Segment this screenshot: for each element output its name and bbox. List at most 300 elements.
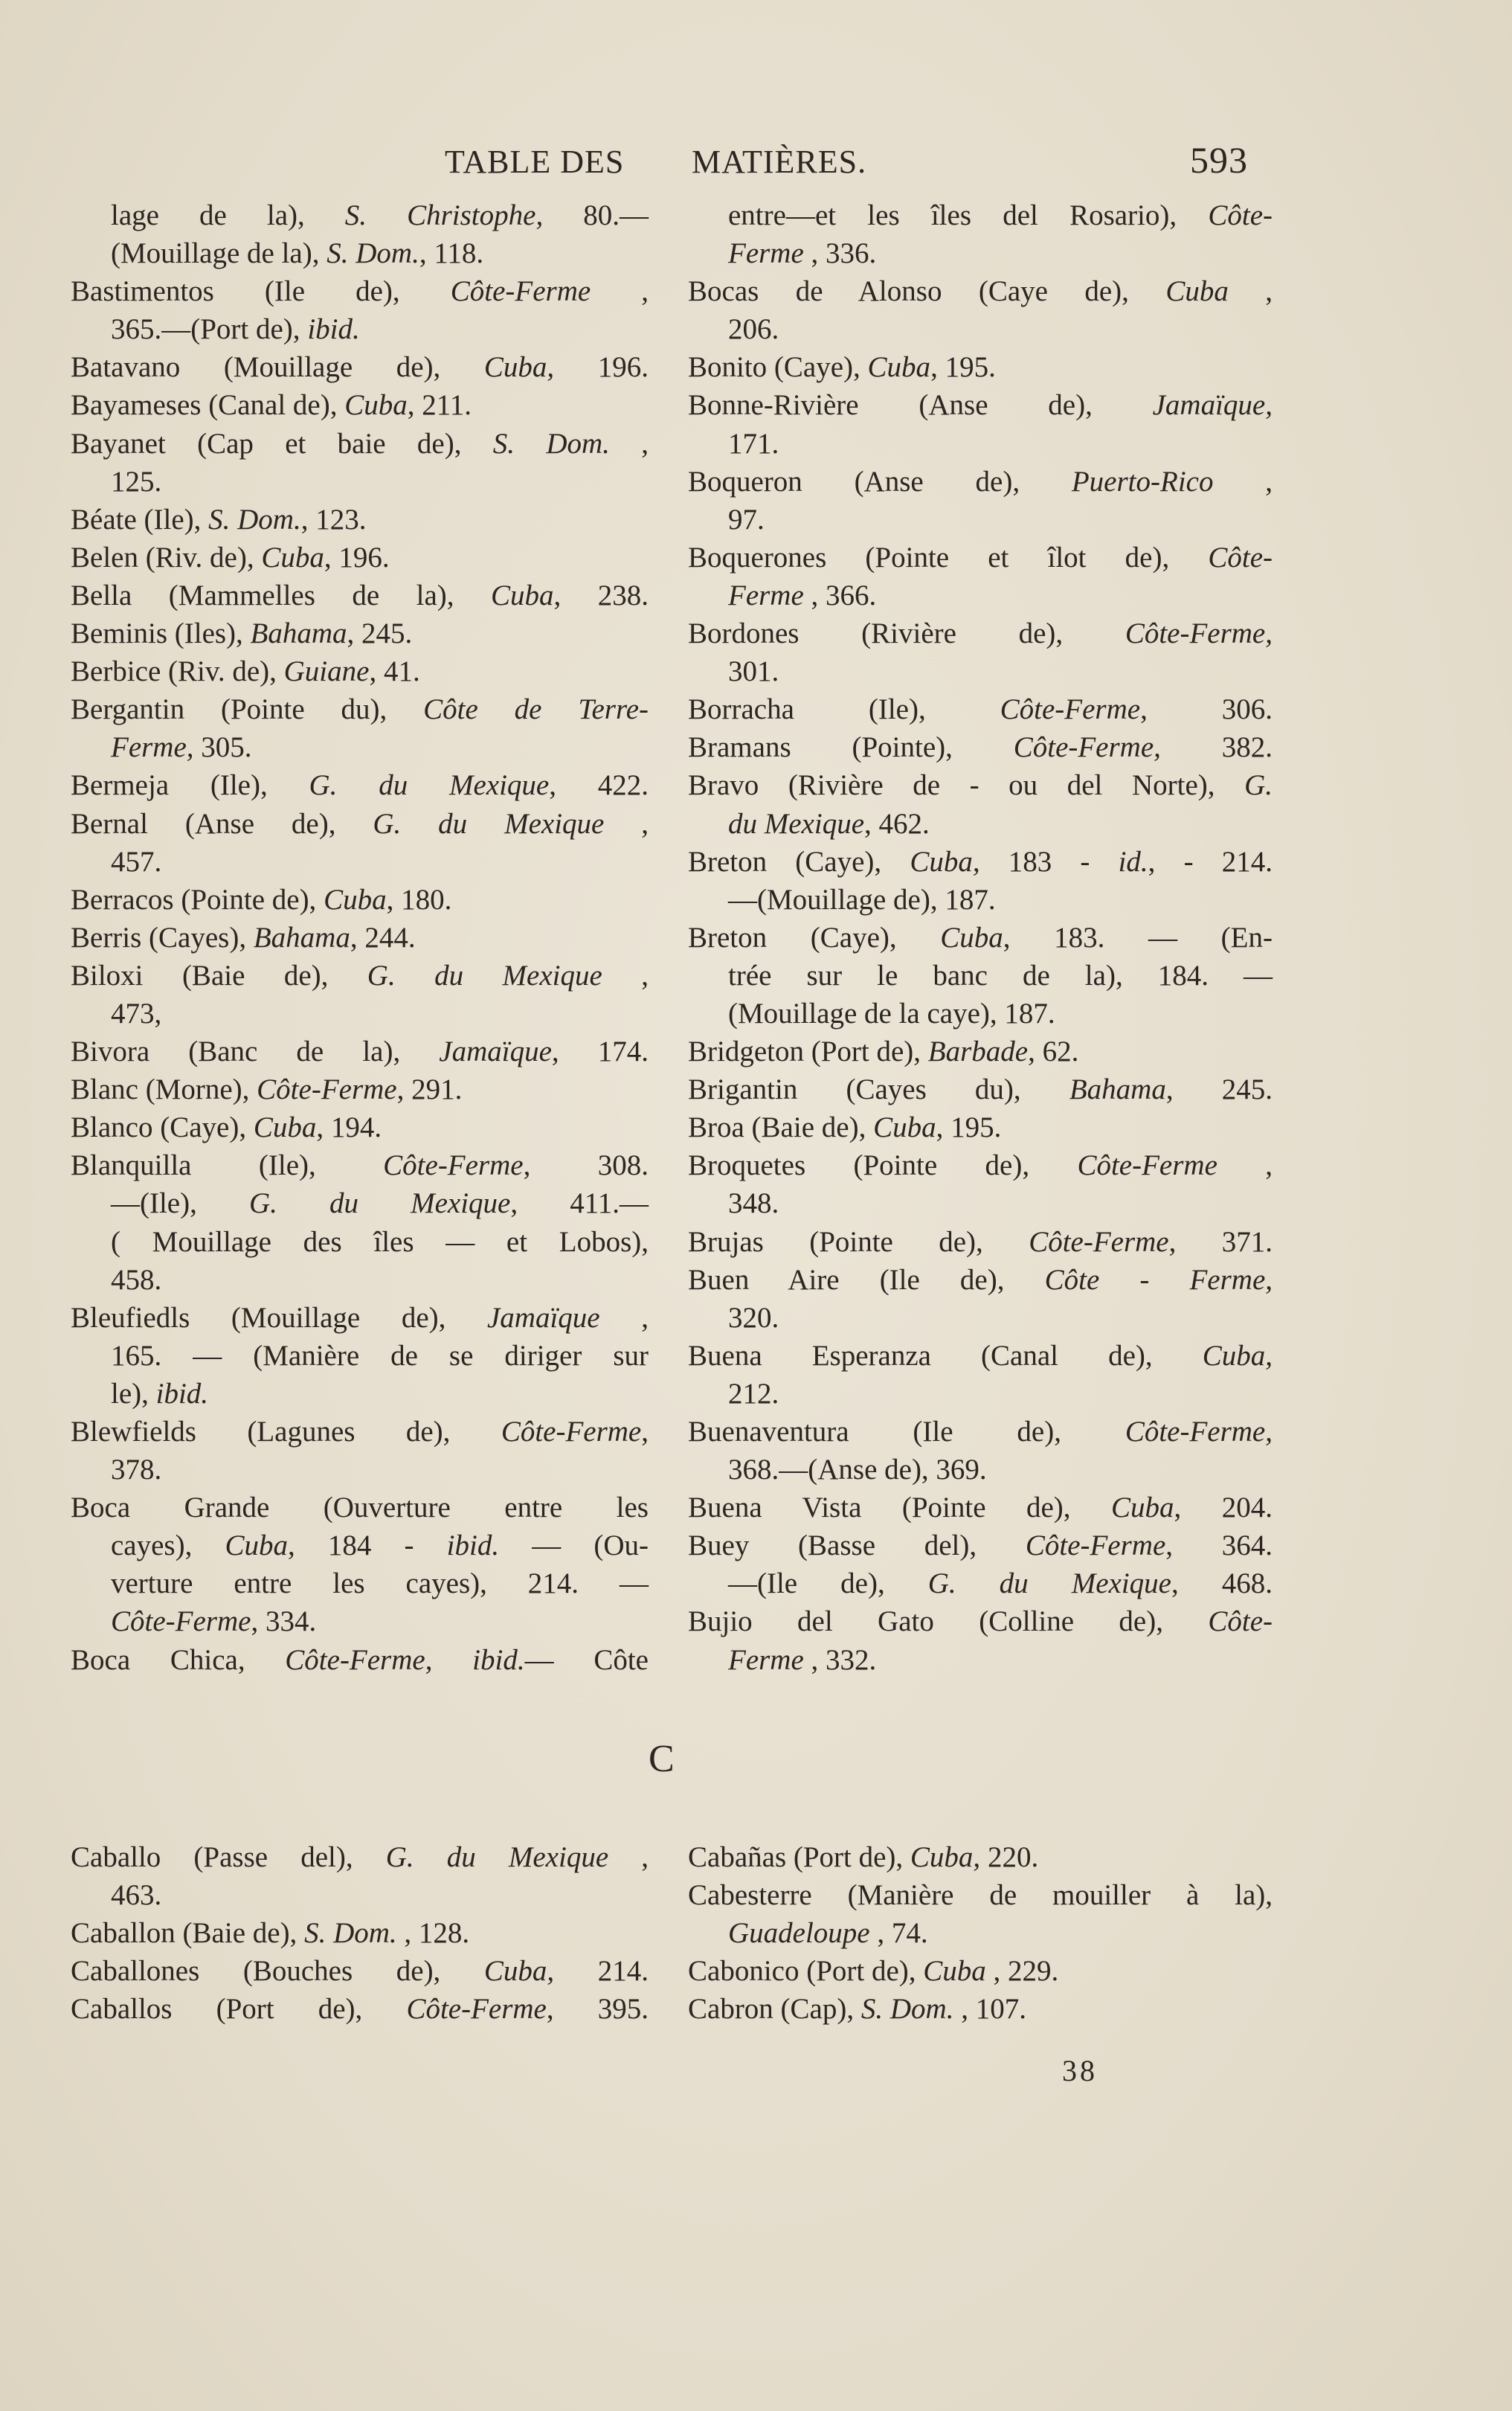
- index-text: —(Mouillage de), 187.: [728, 883, 996, 916]
- index-line: [71, 881, 649, 919]
- index-line: [688, 614, 1273, 652]
- index-column-right: [688, 196, 1273, 1679]
- index-line: [688, 1641, 1273, 1679]
- index-location-italic: Côte-: [1208, 199, 1273, 231]
- index-location-italic: Guiane: [283, 655, 370, 688]
- index-line: [688, 1952, 1273, 1990]
- index-location-italic: ibid.: [307, 313, 360, 346]
- index-line: [71, 1223, 649, 1261]
- index-line: [688, 1564, 1273, 1602]
- index-location-italic: Côte-: [1208, 541, 1273, 574]
- index-location-italic: Côte-Ferme: [450, 275, 591, 308]
- index-line: [71, 1526, 649, 1564]
- index-text: , 244.: [350, 921, 416, 954]
- index-location-italic: Bahama: [250, 617, 347, 650]
- index-line: [71, 310, 649, 348]
- index-line: [71, 272, 649, 310]
- index-text: 125.: [111, 465, 162, 498]
- index-text: , 332.: [803, 1643, 877, 1676]
- index-line: [688, 1838, 1273, 1876]
- index-location-italic: Cuba: [873, 1111, 936, 1144]
- page-number: 593: [1190, 139, 1248, 181]
- index-text: , 411.—: [510, 1187, 649, 1220]
- index-text: Boqueron (Anse de),: [688, 465, 1072, 498]
- index-line: [71, 1489, 649, 1526]
- index-line: [71, 425, 649, 463]
- index-text: , 180.: [386, 883, 452, 916]
- index-text: 463.: [111, 1879, 162, 1912]
- index-text: Bleufiedls (Mouillage de),: [71, 1301, 487, 1334]
- index-text: , 468.: [1171, 1567, 1273, 1600]
- index-line: [71, 1914, 649, 1952]
- index-text: , 462.: [864, 807, 930, 840]
- index-text: , 62.: [1028, 1036, 1079, 1068]
- index-text: Bonne-Rivière (Anse de),: [688, 389, 1153, 422]
- index-location-italic: G. du Mexique: [367, 959, 602, 992]
- index-line: [71, 196, 649, 234]
- index-location-italic: Jamaïque: [439, 1036, 552, 1068]
- index-text: Boca Grande (Ouverture entre les: [71, 1492, 649, 1524]
- index-text: , 229.: [985, 1955, 1059, 1988]
- index-location-italic: Côte-Ferme: [1029, 1225, 1169, 1258]
- index-text: 80.—: [543, 199, 649, 231]
- index-line: [688, 690, 1273, 728]
- index-line: [688, 919, 1273, 957]
- index-text: Bujio del Gato (Colline de),: [688, 1605, 1209, 1638]
- index-text: 457.: [111, 845, 162, 878]
- index-location-italic: G. du Mexique: [373, 807, 605, 840]
- index-location-italic: S. Dom.: [326, 237, 419, 270]
- index-line: [71, 463, 649, 501]
- index-location-italic: Puerto-Rico: [1071, 465, 1214, 498]
- index-text: , 245.: [1165, 1073, 1273, 1106]
- index-text: ,: [1217, 1149, 1273, 1182]
- index-location-italic: Ferme,: [111, 731, 194, 764]
- section-c-column-right: [688, 1838, 1273, 2028]
- index-text: Blanquilla (Ile),: [71, 1149, 384, 1182]
- index-line: [71, 805, 649, 843]
- index-location-italic: G. du Mexique: [309, 769, 550, 802]
- index-text: Bermeja (Ile),: [71, 769, 309, 802]
- index-line: [71, 957, 649, 995]
- index-location-italic: G.: [1244, 769, 1273, 802]
- index-text: , 174.: [551, 1036, 649, 1068]
- index-text: , 123.: [300, 503, 367, 536]
- index-text: Bonito (Caye),: [688, 351, 868, 384]
- index-location-italic: Cuba,: [483, 1955, 555, 1988]
- index-location-italic: S. Christophe,: [344, 199, 544, 231]
- index-text: , 238.: [553, 579, 649, 611]
- index-location-italic: Cuba,: [910, 1841, 981, 1873]
- index-line: [688, 1375, 1273, 1413]
- index-text: , 371.: [1168, 1225, 1273, 1258]
- index-text: Béate (Ile),: [71, 503, 209, 536]
- index-text: Biloxi (Baie de),: [71, 959, 367, 992]
- index-text: 458.: [111, 1263, 162, 1296]
- index-line: [688, 1223, 1273, 1261]
- index-line: [688, 501, 1273, 539]
- index-text: — (Ou-: [499, 1529, 649, 1562]
- index-location-italic: Côte-Ferme,: [1125, 1416, 1273, 1448]
- index-location-italic: Côte - Ferme,: [1044, 1263, 1273, 1296]
- index-location-italic: Ferme: [728, 579, 804, 611]
- index-line: [71, 1413, 649, 1451]
- index-text: Bayanet (Cap et baie de),: [71, 427, 493, 460]
- index-location-italic: S. Dom.: [860, 1993, 954, 2026]
- index-location-italic: Ferme: [728, 237, 804, 270]
- index-line: [688, 272, 1273, 310]
- index-location-italic: Cuba: [1111, 1492, 1174, 1524]
- index-text: Bergantin (Pointe du),: [71, 693, 424, 726]
- index-line: [688, 1299, 1273, 1337]
- index-text: , 422.: [549, 769, 649, 802]
- index-line: [71, 614, 649, 652]
- running-head-left: TABLE DES: [445, 144, 625, 180]
- index-text: cayes),: [111, 1529, 225, 1562]
- index-text: Cabesterre (Manière de mouiller à la),: [688, 1879, 1273, 1912]
- index-line: [71, 1375, 649, 1413]
- index-line: [688, 805, 1273, 843]
- index-line: [688, 386, 1273, 424]
- index-text: Breton (Caye),: [688, 845, 910, 878]
- index-line: [688, 1602, 1273, 1640]
- index-line: [71, 1451, 649, 1489]
- index-text: Cabañas (Port de),: [688, 1841, 910, 1873]
- index-text: , 118.: [419, 237, 484, 270]
- index-line: [688, 1070, 1273, 1108]
- index-location-italic: Jamaïque,: [1152, 389, 1273, 422]
- index-line: [71, 690, 649, 728]
- index-location-italic: Côte-Ferme, ibid.: [285, 1643, 525, 1676]
- index-location-italic: Cuba,: [483, 351, 555, 384]
- index-location-italic: G. du Mexique: [385, 1841, 609, 1873]
- index-line: [688, 577, 1273, 614]
- index-text: entre—et les îles del Rosario),: [728, 199, 1209, 231]
- index-text: , 204.: [1174, 1492, 1273, 1524]
- index-line: [688, 957, 1273, 995]
- index-text: ,: [1228, 275, 1273, 308]
- index-line: [71, 501, 649, 539]
- index-line: [71, 1990, 649, 2028]
- index-line: [71, 1033, 649, 1070]
- index-line: [688, 539, 1273, 577]
- index-line: [688, 196, 1273, 234]
- index-line: [71, 1184, 649, 1222]
- index-location-italic: Cuba: [324, 883, 387, 916]
- index-line: [71, 1108, 649, 1146]
- index-location-italic: Côte-Ferme,: [1125, 617, 1273, 650]
- index-text: 212.: [728, 1377, 779, 1410]
- index-location-italic: G. du Mexique: [248, 1187, 511, 1220]
- index-text: Caballo (Passe del),: [71, 1841, 386, 1873]
- index-text: Blanco (Caye),: [71, 1111, 254, 1144]
- index-line: [71, 995, 649, 1033]
- index-text: Cabron (Cap),: [688, 1993, 861, 2026]
- index-location-italic: S. Dom.: [492, 427, 610, 460]
- index-text: Bastimentos (Ile de),: [71, 275, 451, 308]
- index-location-italic: Barbade: [927, 1036, 1029, 1068]
- index-text: lage de la),: [111, 199, 345, 231]
- index-line: [71, 577, 649, 614]
- index-text: le),: [111, 1377, 156, 1410]
- index-line: [71, 1261, 649, 1299]
- index-line: [71, 1952, 649, 1990]
- index-location-italic: Côte-Ferme: [406, 1993, 547, 2026]
- index-text: Brujas (Pointe de),: [688, 1225, 1029, 1258]
- index-text: — Côte: [524, 1643, 649, 1676]
- index-text: Brigantin (Cayes du),: [688, 1073, 1069, 1106]
- index-text: (Mouillage de la),: [111, 237, 327, 270]
- index-text: ( Mouillage des îles — et Lobos),: [111, 1225, 649, 1258]
- index-location-italic: Cuba: [491, 579, 554, 611]
- index-text: , 194.: [316, 1111, 382, 1144]
- index-line: [688, 1526, 1273, 1564]
- index-location-italic: du Mexique: [728, 807, 865, 840]
- index-text: , 128.: [396, 1917, 470, 1950]
- index-text: —(Ile),: [111, 1187, 249, 1220]
- index-text: 305.: [193, 731, 252, 764]
- index-text: 206.: [728, 313, 779, 346]
- index-line: [688, 348, 1273, 386]
- index-column-left: [71, 196, 649, 1679]
- index-text: Blewfields (Lagunes de),: [71, 1416, 501, 1448]
- index-text: 220.: [980, 1841, 1039, 1873]
- index-text: Bocas de Alonso (Caye de),: [688, 275, 1166, 308]
- index-text: Cabonico (Port de),: [688, 1955, 924, 1988]
- index-text: , 336.: [803, 237, 877, 270]
- index-line: [688, 1876, 1273, 1914]
- index-text: 97.: [728, 503, 765, 536]
- index-line: [688, 766, 1273, 804]
- index-text: Bella (Mammelles de la),: [71, 579, 491, 611]
- index-line: [688, 234, 1273, 272]
- index-text: Belen (Riv. de),: [71, 541, 262, 574]
- index-text: Caballones (Bouches de),: [71, 1955, 484, 1988]
- index-text: Blanc (Morne),: [71, 1073, 257, 1106]
- index-text: 378.: [111, 1454, 162, 1486]
- index-location-italic: Ferme: [728, 1643, 804, 1676]
- index-location-italic: Côte de Terre-: [423, 693, 649, 726]
- index-line: [71, 1564, 649, 1602]
- index-text: Berracos (Pointe de),: [71, 883, 324, 916]
- index-text: 368.—(Anse de), 369.: [728, 1454, 987, 1486]
- index-text: Caballos (Port de),: [71, 1993, 407, 2026]
- index-text: Bivora (Banc de la),: [71, 1036, 440, 1068]
- index-text: , 211.: [407, 389, 472, 422]
- index-text: 171.: [728, 427, 779, 460]
- index-text: Boquerones (Pointe et îlot de),: [688, 541, 1209, 574]
- index-line: [688, 728, 1273, 766]
- index-line: [71, 1641, 649, 1679]
- index-text: Bayameses (Canal de),: [71, 389, 345, 422]
- index-line: [688, 652, 1273, 690]
- index-line: [71, 1876, 649, 1914]
- index-line: [71, 1070, 649, 1108]
- index-text: 183 -: [979, 845, 1119, 878]
- index-text: trée sur le banc de la), 184. —: [728, 959, 1273, 992]
- index-line: [688, 425, 1273, 463]
- index-text: 214.: [554, 1955, 649, 1988]
- index-line: [71, 1838, 649, 1876]
- index-line: [688, 310, 1273, 348]
- index-text: , 334.: [251, 1605, 317, 1638]
- index-location-italic: Guadeloupe: [728, 1917, 870, 1950]
- index-text: 382.: [1160, 731, 1273, 764]
- index-text: ,: [608, 1841, 649, 1873]
- index-text: 165. — (Manière de se diriger sur: [111, 1339, 649, 1372]
- index-location-italic: Côte-Ferme: [111, 1605, 251, 1638]
- index-text: , 195.: [930, 351, 996, 384]
- index-location-italic: Bahama: [1069, 1073, 1166, 1106]
- index-text: , 366.: [803, 579, 877, 611]
- index-line: [688, 1990, 1273, 2028]
- index-text: Buen Aire (Ile de),: [688, 1263, 1045, 1296]
- index-line: [688, 881, 1273, 919]
- index-text: , 107.: [953, 1993, 1026, 2026]
- index-line: [71, 843, 649, 881]
- index-text: ,: [599, 1301, 649, 1334]
- index-text: , - 214.: [1148, 845, 1273, 878]
- index-text: Bernal (Anse de),: [71, 807, 373, 840]
- index-location-italic: Cuba,: [1202, 1339, 1273, 1372]
- section-letter-heading: C: [649, 1738, 675, 1780]
- index-line: [688, 463, 1273, 501]
- index-line: [688, 1033, 1273, 1070]
- index-location-italic: Jamaïque: [487, 1301, 600, 1334]
- index-text: ,: [609, 427, 649, 460]
- index-location-italic: S. Dom.: [208, 503, 301, 536]
- index-text: , 395.: [546, 1993, 649, 2026]
- index-line: [71, 728, 649, 766]
- running-head-right: MATIÈRES.: [692, 144, 867, 180]
- index-location-italic: Côte-Ferme,: [1013, 731, 1161, 764]
- index-location-italic: ibid.: [155, 1377, 209, 1410]
- index-text: Broquetes (Pointe de),: [688, 1149, 1078, 1182]
- index-text: 301.: [728, 655, 779, 688]
- index-location-italic: Cuba: [261, 541, 324, 574]
- index-text: , 308.: [523, 1149, 649, 1182]
- index-location-italic: Cuba: [225, 1529, 288, 1562]
- index-location-italic: S. Dom.: [304, 1917, 397, 1950]
- index-text: , 291.: [396, 1073, 463, 1106]
- signature-mark: 38: [1062, 2054, 1098, 2087]
- index-line: [71, 1337, 649, 1375]
- index-text: Bridgeton (Port de),: [688, 1036, 928, 1068]
- index-line: [688, 1146, 1273, 1184]
- index-text: (Mouillage de la caye), 187.: [728, 997, 1055, 1030]
- index-line: [688, 995, 1273, 1033]
- index-text: 473,: [111, 997, 162, 1030]
- index-text: Berbice (Riv. de),: [71, 655, 284, 688]
- index-text: Caballon (Baie de),: [71, 1917, 305, 1950]
- index-line: [71, 652, 649, 690]
- index-text: , 245.: [347, 617, 413, 650]
- index-line: [71, 539, 649, 577]
- index-text: Batavano (Mouillage de),: [71, 351, 484, 384]
- index-text: 348.: [728, 1187, 779, 1220]
- index-line: [688, 1914, 1273, 1952]
- index-text: , 183. — (En-: [1003, 921, 1273, 954]
- index-line: [688, 1337, 1273, 1375]
- index-line: [71, 386, 649, 424]
- index-text: Broa (Baie de),: [688, 1111, 874, 1144]
- index-location-italic: Cuba: [940, 921, 1003, 954]
- index-text: verture entre les cayes), 214. —: [111, 1567, 649, 1600]
- index-text: Berris (Cayes),: [71, 921, 254, 954]
- index-line: [71, 1146, 649, 1184]
- index-location-italic: Côte-Ferme: [383, 1149, 524, 1182]
- index-text: Bravo (Rivière de - ou del Norte),: [688, 769, 1245, 802]
- index-location-italic: Côte-Ferme: [501, 1416, 642, 1448]
- index-text: , 41.: [369, 655, 420, 688]
- index-location-italic: Cuba: [923, 1955, 986, 1988]
- index-line: [71, 919, 649, 957]
- index-text: , 364.: [1165, 1529, 1273, 1562]
- index-text: Borracha (Ile),: [688, 693, 1000, 726]
- index-text: Buenaventura (Ile de),: [688, 1416, 1125, 1448]
- index-line: [71, 766, 649, 804]
- index-text: Beminis (Iles),: [71, 617, 251, 650]
- index-location-italic: Côte-Ferme: [1077, 1149, 1217, 1182]
- index-text: , 196.: [324, 541, 390, 574]
- index-location-italic: Cuba: [253, 1111, 317, 1144]
- index-text: , 74.: [869, 1917, 928, 1950]
- index-text: Boca Chica,: [71, 1643, 286, 1676]
- index-location-italic: Côte-Ferme: [1025, 1529, 1166, 1562]
- index-line: [688, 1261, 1273, 1299]
- index-location-italic: Côte-: [1208, 1605, 1273, 1638]
- index-text: ,: [641, 1416, 649, 1448]
- index-location-italic: Bahama: [253, 921, 350, 954]
- index-text: Bordones (Rivière de),: [688, 617, 1125, 650]
- index-text: Buena Vista (Pointe de),: [688, 1492, 1112, 1524]
- index-text: ,: [1213, 465, 1273, 498]
- index-text: 196.: [554, 351, 649, 384]
- index-location-italic: Cuba: [1165, 275, 1229, 308]
- index-line: [71, 1602, 649, 1640]
- index-text: 320.: [728, 1301, 779, 1334]
- index-line: [71, 234, 649, 272]
- index-location-italic: Cuba: [867, 351, 931, 384]
- index-text: ,: [604, 807, 649, 840]
- index-text: , 184 -: [288, 1529, 447, 1562]
- index-line: [688, 1413, 1273, 1451]
- index-text: 365.—(Port de),: [111, 313, 308, 346]
- section-c-column-left: [71, 1838, 649, 2028]
- index-line: [71, 348, 649, 386]
- index-location-italic: ibid.: [446, 1529, 500, 1562]
- index-location-italic: Cuba,: [910, 845, 980, 878]
- index-text: , 195.: [936, 1111, 1002, 1144]
- index-location-italic: Cuba: [344, 389, 408, 422]
- index-text: Buey (Basse del),: [688, 1529, 1026, 1562]
- index-line: [688, 1451, 1273, 1489]
- index-line: [688, 843, 1273, 881]
- index-text: ,: [591, 275, 649, 308]
- index-location-italic: id.: [1118, 845, 1148, 878]
- index-location-italic: Côte-Ferme: [1000, 693, 1141, 726]
- index-text: , 306.: [1140, 693, 1273, 726]
- index-line: [688, 1184, 1273, 1222]
- index-text: Breton (Caye),: [688, 921, 941, 954]
- index-text: Buena Esperanza (Canal de),: [688, 1339, 1203, 1372]
- index-line: [688, 1489, 1273, 1526]
- index-text: ,: [602, 959, 649, 992]
- index-location-italic: Côte-Ferme: [257, 1073, 397, 1106]
- index-text: —(Ile de),: [728, 1567, 928, 1600]
- index-text: Bramans (Pointe),: [688, 731, 1014, 764]
- index-line: [688, 1108, 1273, 1146]
